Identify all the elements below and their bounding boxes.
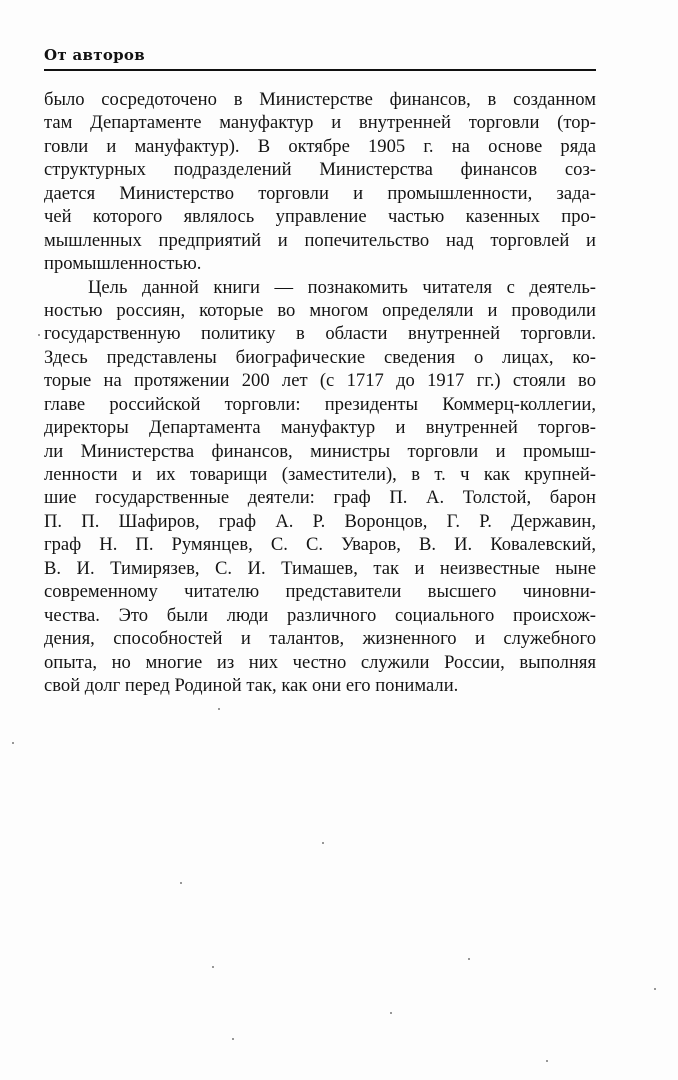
scan-speck [218,708,220,710]
text-line: было сосредоточено в Министерстве финансов, в созданном [44,89,596,110]
text-line: промышленностью. [44,253,202,275]
text-line: главе российской торговли: президенты Коммерц-коллегии, [44,393,596,415]
text-line: ли Министерства финансов, министры торговли и промыш- [44,440,596,462]
text-line: мышленных предприятий и попечительство над торговлей и [44,229,596,251]
scan-speck [12,742,14,744]
scan-speck [38,334,40,336]
text-line: директоры Департамента мануфактур и внутренней торгов- [44,417,596,439]
text-line: опыта, но многие из них честно служили России, выполняя [44,651,596,673]
text-line: чей которого являлось управление частью казенных про- [44,206,596,228]
text-line: Цель данной книги — познакомить читателя с деятель- [88,276,596,298]
text-line: дения, способностей и талантов, жизненного и служебного [44,628,596,650]
text-line: ностью россиян, которые во многом определяли и проводили [44,299,596,321]
text-line: современному читателю представители высшего чиновни- [44,581,596,603]
text-line: чества. Это были люди различного социального происхож- [44,604,596,626]
running-head: От авторов [44,46,145,64]
header-rule [44,69,596,71]
text-line: Здесь представлены биографические сведения о лицах, ко- [44,346,596,368]
scan-speck [180,882,182,884]
text-line: торые на протяжении 200 лет (с 1717 до 1917 гг.) стояли во [44,370,596,392]
body-text [44,88,596,697]
text-line: В. И. Тимирязев, С. И. Тимашев, так и неизвестные ныне [44,557,596,579]
scan-speck [390,1012,392,1014]
scan-speck [232,1038,234,1040]
text-line: структурных подразделений Министерства финансов соз- [44,159,596,181]
paragraph-1 [44,88,596,276]
text-line: ленности и их товарищи (заместители), в т. ч как крупней- [44,464,596,485]
scan-speck [468,958,470,960]
scan-speck [322,842,324,844]
text-line: государственную политику в области внутренней торговли. [44,323,596,345]
paragraph-2 [44,276,596,698]
text-line: говли и мануфактур). В октябре 1905 г. на основе ряда [44,135,596,157]
text-line: дается Министерство торговли и промышленности, зада- [44,182,596,204]
text-line: шие государственные деятели: граф П. А. Толстой, барон [44,487,596,509]
text-line: там Департаменте мануфактур и внутренней торговли (тор- [44,112,596,134]
text-line: граф Н. П. Румянцев, С. С. Уваров, В. И. Ковалевский, [44,534,596,556]
text-line: П. П. Шафиров, граф А. Р. Воронцов, Г. Р. Державин, [44,510,596,532]
text-line: свой долг перед Родиной так, как они его понимали. [44,674,459,696]
scan-speck [654,988,656,990]
scan-speck [546,1060,548,1062]
scan-speck [212,966,214,968]
